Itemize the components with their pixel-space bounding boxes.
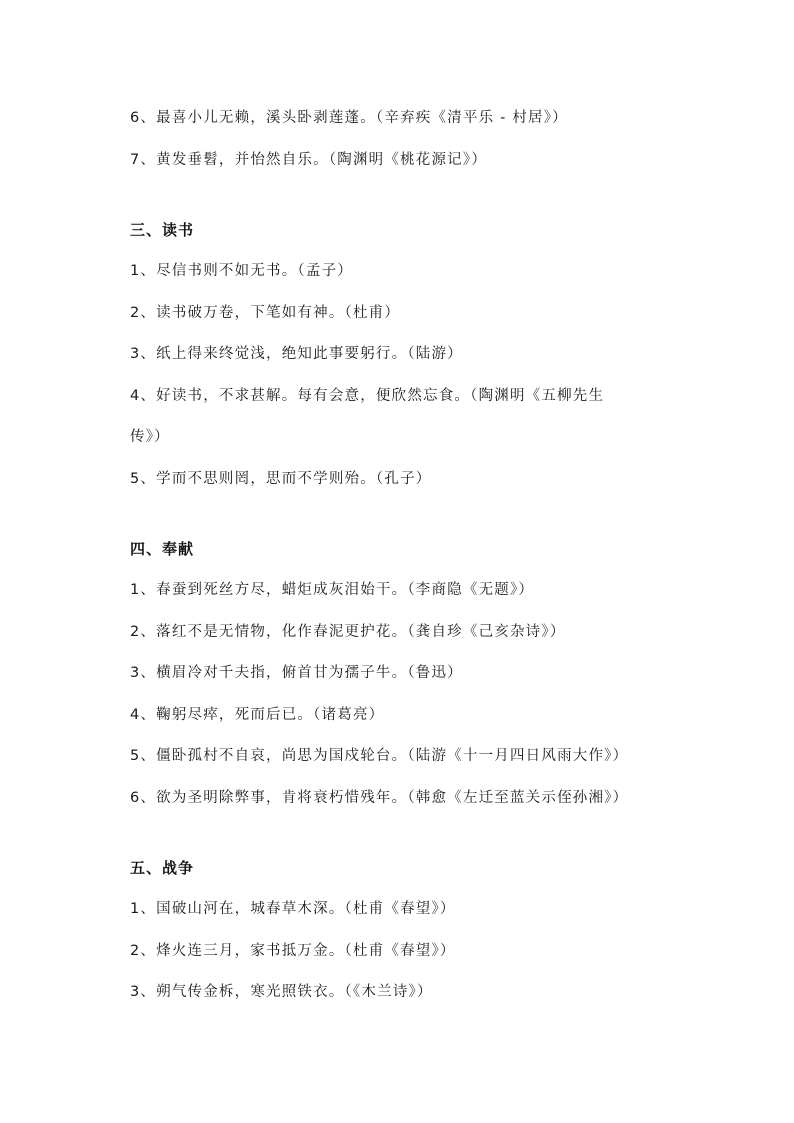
- reading-item-2: 2、读书破万卷，下笔如有神。（杜甫）: [130, 305, 401, 321]
- reading-item-4: 4、好读书，不求甚解。每有会意，便欣然忘食。（陶渊明《五柳先生: [130, 388, 605, 404]
- poem-line-6: 6、最喜小儿无赖，溪头卧剥莲蓬。（辛弃疾《清平乐 - 村居》）: [130, 110, 568, 126]
- war-item-1: 1、国破山河在，城春草木深。（杜甫《春望》）: [130, 901, 456, 917]
- section-heading-reading: 三、读书: [130, 221, 195, 239]
- dedication-item-5: 5、僵卧孤村不自哀，尚思为国戍轮台。（陆游《十一月四日风雨大作》）: [130, 748, 629, 764]
- dedication-item-1: 1、春蚕到死丝方尽，蜡炬成灰泪始干。（李商隐《无题》）: [130, 582, 535, 598]
- reading-item-3: 3、纸上得来终觉浅，绝知此事要躬行。（陆游）: [130, 346, 463, 362]
- dedication-item-6: 6、欲为圣明除弊事，肯将衰朽惜残年。（韩愈《左迁至蓝关示侄孙湘》）: [130, 790, 629, 806]
- dedication-item-4: 4、鞠躬尽瘁，死而后已。（诸葛亮）: [130, 707, 385, 723]
- dedication-item-2: 2、落红不是无情物，化作春泥更护花。（龚自珍《己亥杂诗》）: [130, 624, 566, 640]
- war-item-3: 3、朔气传金柝，寒光照铁衣。（《木兰诗》）: [130, 984, 433, 1000]
- reading-item-5: 5、学而不思则罔，思而不学则殆。（孔子）: [130, 471, 432, 487]
- section-heading-war: 五、战争: [130, 859, 195, 877]
- section-heading-dedication: 四、奉献: [130, 540, 195, 558]
- reading-item-4-cont: 传》）: [130, 429, 170, 445]
- poem-line-7: 7、黄发垂髫，并怡然自乐。（陶渊明《桃花源记》）: [130, 152, 488, 168]
- war-item-2: 2、烽火连三月，家书抵万金。（杜甫《春望》）: [130, 943, 456, 959]
- reading-item-1: 1、尽信书则不如无书。（孟子）: [130, 263, 353, 279]
- dedication-item-3: 3、横眉冷对千夫指，俯首甘为孺子牛。（鲁迅）: [130, 665, 463, 681]
